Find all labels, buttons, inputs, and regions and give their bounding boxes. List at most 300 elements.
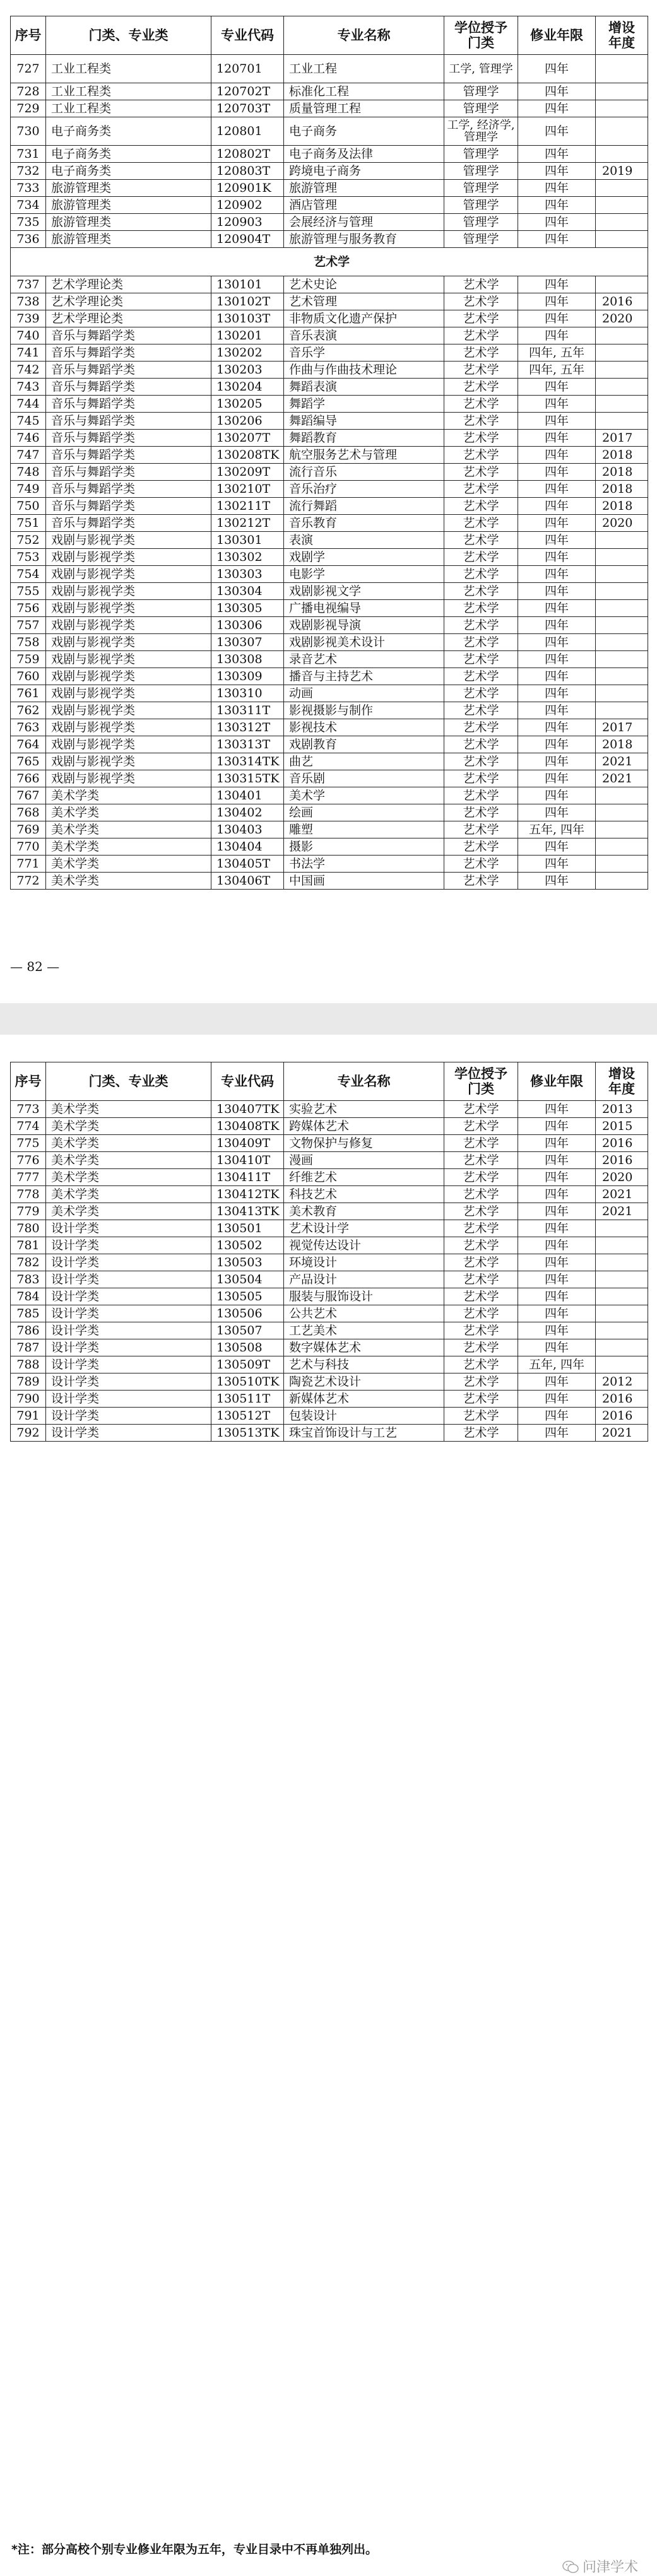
table-row <box>11 1135 648 1152</box>
cell-year <box>596 413 648 430</box>
cell-code: 130304 <box>211 583 284 600</box>
cell-degree: 艺术学 <box>444 634 518 651</box>
table-row <box>11 549 648 566</box>
cell-no: 758 <box>11 634 46 651</box>
header-duration: 修业年限 <box>518 16 596 55</box>
cell-duration: 四年 <box>518 83 596 100</box>
table-row <box>11 344 648 362</box>
cell-degree: 艺术学 <box>444 1339 518 1356</box>
cell-category: 美术学类 <box>46 1186 211 1203</box>
table-row <box>11 117 648 146</box>
cell-category: 设计学类 <box>46 1271 211 1288</box>
table-row <box>11 327 648 344</box>
cell-year: 2020 <box>596 515 648 532</box>
cell-duration: 四年 <box>518 702 596 719</box>
page-number: — 82 — <box>10 959 60 974</box>
cell-degree: 艺术学 <box>444 702 518 719</box>
majors-table-page-82 <box>10 16 648 890</box>
cell-year: 2018 <box>596 498 648 515</box>
cell-degree: 艺术学 <box>444 310 518 327</box>
cell-duration: 四年 <box>518 1373 596 1391</box>
cell-degree: 艺术学 <box>444 787 518 804</box>
cell-year <box>596 617 648 634</box>
cell-no: 727 <box>11 55 46 83</box>
cell-name: 艺术与科技 <box>284 1356 444 1373</box>
cell-degree: 艺术学 <box>444 447 518 464</box>
cell-name: 音乐学 <box>284 344 444 362</box>
table-row <box>11 1305 648 1322</box>
cell-category: 戏剧与影视学类 <box>46 702 211 719</box>
cell-category: 设计学类 <box>46 1373 211 1391</box>
cell-duration: 四年 <box>518 1254 596 1271</box>
cell-no: 757 <box>11 617 46 634</box>
cell-name: 艺术史论 <box>284 276 444 293</box>
cell-duration: 四年 <box>518 379 596 396</box>
cell-category: 音乐与舞蹈学类 <box>46 396 211 413</box>
cell-year: 2016 <box>596 1408 648 1425</box>
cell-degree: 艺术学 <box>444 719 518 736</box>
cell-year: 2021 <box>596 1425 648 1442</box>
cell-code: 130311T <box>211 702 284 719</box>
table-row <box>11 532 648 549</box>
cell-degree: 艺术学 <box>444 804 518 821</box>
table-row <box>11 231 648 248</box>
cell-no: 739 <box>11 310 46 327</box>
cell-code: 120801 <box>211 117 284 146</box>
table-row <box>11 1169 648 1186</box>
cell-duration: 四年 <box>518 549 596 566</box>
table-row <box>11 396 648 413</box>
cell-duration: 四年 <box>518 276 596 293</box>
cell-degree: 艺术学 <box>444 600 518 617</box>
cell-code: 120901K <box>211 180 284 197</box>
cell-duration: 四年 <box>518 1152 596 1169</box>
cell-category: 戏剧与影视学类 <box>46 583 211 600</box>
cell-category: 设计学类 <box>46 1237 211 1254</box>
cell-duration: 四年 <box>518 1391 596 1408</box>
cell-name: 陶瓷艺术设计 <box>284 1373 444 1391</box>
cell-name: 戏剧影视文学 <box>284 583 444 600</box>
cell-year <box>596 1288 648 1305</box>
cell-name: 播音与主持艺术 <box>284 668 444 685</box>
cell-category: 工业工程类 <box>46 100 211 117</box>
cell-name: 航空服务艺术与管理 <box>284 447 444 464</box>
cell-category: 设计学类 <box>46 1339 211 1356</box>
cell-year <box>596 1237 648 1254</box>
cell-no: 779 <box>11 1203 46 1220</box>
cell-degree: 艺术学 <box>444 464 518 481</box>
cell-degree: 艺术学 <box>444 821 518 838</box>
cell-category: 戏剧与影视学类 <box>46 532 211 549</box>
cell-year: 2016 <box>596 1391 648 1408</box>
cell-no: 732 <box>11 163 46 180</box>
cell-code: 130407TK <box>211 1101 284 1118</box>
cell-code: 130201 <box>211 327 284 344</box>
wechat-icon <box>562 2560 579 2574</box>
cell-degree: 艺术学 <box>444 736 518 753</box>
cell-year: 2018 <box>596 481 648 498</box>
cell-no: 780 <box>11 1220 46 1237</box>
header-category: 门类、专业类 <box>46 1062 211 1101</box>
cell-degree: 管理学 <box>444 163 518 180</box>
cell-duration: 四年 <box>518 753 596 770</box>
cell-no: 733 <box>11 180 46 197</box>
table-row <box>11 55 648 83</box>
cell-no: 745 <box>11 413 46 430</box>
cell-year <box>596 856 648 873</box>
cell-no: 786 <box>11 1322 46 1339</box>
section-title: 艺术学 <box>11 248 648 276</box>
cell-name: 视觉传达设计 <box>284 1237 444 1254</box>
cell-code: 120903 <box>211 214 284 231</box>
cell-duration: 四年 <box>518 685 596 702</box>
cell-duration: 四年 <box>518 1288 596 1305</box>
cell-category: 艺术学理论类 <box>46 310 211 327</box>
cell-no: 734 <box>11 197 46 214</box>
cell-year <box>596 344 648 362</box>
header-no: 序号 <box>11 1062 46 1101</box>
cell-year: 2021 <box>596 770 648 787</box>
cell-code: 130413TK <box>211 1203 284 1220</box>
cell-no: 781 <box>11 1237 46 1254</box>
table-row <box>11 83 648 100</box>
cell-duration: 五年, 四年 <box>518 821 596 838</box>
cell-name: 产品设计 <box>284 1271 444 1288</box>
cell-duration: 四年 <box>518 1220 596 1237</box>
cell-degree: 艺术学 <box>444 1305 518 1322</box>
watermark-text: 问津学术 <box>582 2560 638 2575</box>
cell-duration: 四年 <box>518 163 596 180</box>
cell-degree: 管理学 <box>444 180 518 197</box>
cell-degree: 艺术学 <box>444 1408 518 1425</box>
cell-no: 755 <box>11 583 46 600</box>
cell-category: 音乐与舞蹈学类 <box>46 481 211 498</box>
cell-category: 戏剧与影视学类 <box>46 736 211 753</box>
table-row <box>11 481 648 498</box>
section-row <box>11 248 648 276</box>
cell-code: 130211T <box>211 498 284 515</box>
cell-duration: 四年 <box>518 804 596 821</box>
cell-duration: 四年 <box>518 1305 596 1322</box>
cell-duration: 四年 <box>518 873 596 890</box>
cell-name: 质量管理工程 <box>284 100 444 117</box>
cell-duration: 四年, 五年 <box>518 362 596 379</box>
cell-duration: 四年 <box>518 600 596 617</box>
cell-code: 130513TK <box>211 1425 284 1442</box>
cell-duration: 四年, 五年 <box>518 344 596 362</box>
cell-no: 769 <box>11 821 46 838</box>
table-row <box>11 1101 648 1118</box>
cell-no: 788 <box>11 1356 46 1373</box>
table-row <box>11 1339 648 1356</box>
cell-code: 130509T <box>211 1356 284 1373</box>
cell-year: 2017 <box>596 430 648 447</box>
cell-name: 旅游管理 <box>284 180 444 197</box>
cell-no: 730 <box>11 117 46 146</box>
cell-category: 美术学类 <box>46 1152 211 1169</box>
cell-degree: 艺术学 <box>444 838 518 856</box>
cell-duration: 四年 <box>518 310 596 327</box>
table-row <box>11 719 648 736</box>
cell-year <box>596 1271 648 1288</box>
cell-year <box>596 651 648 668</box>
cell-degree: 艺术学 <box>444 1203 518 1220</box>
cell-year <box>596 100 648 117</box>
cell-code: 130511T <box>211 1391 284 1408</box>
cell-category: 设计学类 <box>46 1305 211 1322</box>
cell-duration: 四年 <box>518 1271 596 1288</box>
cell-category: 美术学类 <box>46 1203 211 1220</box>
cell-degree: 艺术学 <box>444 1356 518 1373</box>
cell-name: 电子商务及法律 <box>284 146 444 163</box>
table-row <box>11 515 648 532</box>
cell-category: 旅游管理类 <box>46 214 211 231</box>
cell-degree: 艺术学 <box>444 396 518 413</box>
cell-code: 130303 <box>211 566 284 583</box>
cell-no: 787 <box>11 1339 46 1356</box>
cell-name: 戏剧学 <box>284 549 444 566</box>
cell-degree: 艺术学 <box>444 1135 518 1152</box>
table-row <box>11 1322 648 1339</box>
cell-duration: 四年 <box>518 1322 596 1339</box>
cell-degree: 艺术学 <box>444 293 518 310</box>
table-row <box>11 821 648 838</box>
cell-duration: 四年 <box>518 634 596 651</box>
cell-duration: 四年 <box>518 55 596 83</box>
header-degree: 学位授予门类 <box>444 16 518 55</box>
cell-category: 戏剧与影视学类 <box>46 651 211 668</box>
cell-code: 130512T <box>211 1408 284 1425</box>
table-row <box>11 310 648 327</box>
cell-no: 790 <box>11 1391 46 1408</box>
table-row <box>11 1356 648 1373</box>
cell-duration: 四年 <box>518 770 596 787</box>
cell-name: 艺术设计学 <box>284 1220 444 1237</box>
cell-code: 130301 <box>211 532 284 549</box>
header-year: 增设年度 <box>596 1062 648 1101</box>
cell-name: 戏剧影视导演 <box>284 617 444 634</box>
cell-category: 戏剧与影视学类 <box>46 719 211 736</box>
cell-degree: 艺术学 <box>444 1101 518 1118</box>
cell-year: 2015 <box>596 1118 648 1135</box>
cell-year <box>596 634 648 651</box>
cell-no: 768 <box>11 804 46 821</box>
cell-year <box>596 276 648 293</box>
cell-code: 120803T <box>211 163 284 180</box>
cell-category: 戏剧与影视学类 <box>46 634 211 651</box>
cell-category: 艺术学理论类 <box>46 293 211 310</box>
cell-code: 120703T <box>211 100 284 117</box>
cell-year <box>596 1254 648 1271</box>
cell-year <box>596 1220 648 1237</box>
cell-duration: 四年 <box>518 180 596 197</box>
cell-code: 130314TK <box>211 753 284 770</box>
cell-duration: 四年 <box>518 719 596 736</box>
cell-no: 761 <box>11 685 46 702</box>
table-row <box>11 293 648 310</box>
cell-no: 738 <box>11 293 46 310</box>
document-page-82 <box>0 0 657 1003</box>
cell-year <box>596 838 648 856</box>
cell-code: 130404 <box>211 838 284 856</box>
cell-category: 美术学类 <box>46 873 211 890</box>
cell-degree: 艺术学 <box>444 549 518 566</box>
cell-name: 摄影 <box>284 838 444 856</box>
cell-degree: 艺术学 <box>444 327 518 344</box>
cell-year <box>596 1322 648 1339</box>
cell-name: 科技艺术 <box>284 1186 444 1203</box>
cell-category: 戏剧与影视学类 <box>46 549 211 566</box>
table-body-arts <box>11 276 648 890</box>
cell-duration: 四年 <box>518 464 596 481</box>
cell-category: 戏剧与影视学类 <box>46 770 211 787</box>
majors-table-page-83 <box>10 1062 648 1442</box>
cell-no: 746 <box>11 430 46 447</box>
cell-code: 130312T <box>211 719 284 736</box>
cell-duration: 四年 <box>518 1237 596 1254</box>
cell-category: 美术学类 <box>46 1135 211 1152</box>
cell-year <box>596 1305 648 1322</box>
cell-duration: 四年 <box>518 1408 596 1425</box>
cell-name: 舞蹈教育 <box>284 430 444 447</box>
cell-category: 音乐与舞蹈学类 <box>46 464 211 481</box>
cell-no: 782 <box>11 1254 46 1271</box>
cell-year <box>596 214 648 231</box>
table-row <box>11 804 648 821</box>
cell-code: 130315TK <box>211 770 284 787</box>
table-row <box>11 1271 648 1288</box>
cell-code: 130202 <box>211 344 284 362</box>
cell-degree: 管理学 <box>444 83 518 100</box>
cell-name: 包装设计 <box>284 1408 444 1425</box>
cell-duration: 四年 <box>518 117 596 146</box>
cell-name: 舞蹈学 <box>284 396 444 413</box>
table-row <box>11 753 648 770</box>
table-row <box>11 214 648 231</box>
cell-name: 书法学 <box>284 856 444 873</box>
cell-code: 130204 <box>211 379 284 396</box>
cell-no: 765 <box>11 753 46 770</box>
cell-year <box>596 55 648 83</box>
cell-code: 130507 <box>211 1322 284 1339</box>
header-degree: 学位授予门类 <box>444 1062 518 1101</box>
table-row <box>11 197 648 214</box>
cell-degree: 艺术学 <box>444 1152 518 1169</box>
cell-year: 2016 <box>596 293 648 310</box>
table-row <box>11 180 648 197</box>
cell-year: 2012 <box>596 1373 648 1391</box>
cell-duration: 四年 <box>518 787 596 804</box>
cell-year <box>596 231 648 248</box>
cell-code: 130208TK <box>211 447 284 464</box>
cell-year: 2019 <box>596 163 648 180</box>
cell-name: 影视摄影与制作 <box>284 702 444 719</box>
cell-name: 美术教育 <box>284 1203 444 1220</box>
cell-no: 756 <box>11 600 46 617</box>
cell-no: 789 <box>11 1373 46 1391</box>
cell-duration: 四年 <box>518 1101 596 1118</box>
cell-name: 音乐教育 <box>284 515 444 532</box>
cell-code: 130210T <box>211 481 284 498</box>
cell-duration: 四年 <box>518 736 596 753</box>
cell-category: 音乐与舞蹈学类 <box>46 447 211 464</box>
cell-name: 中国画 <box>284 873 444 890</box>
cell-no: 770 <box>11 838 46 856</box>
cell-category: 美术学类 <box>46 1118 211 1135</box>
table-row <box>11 1288 648 1305</box>
cell-year: 2018 <box>596 736 648 753</box>
table-row <box>11 276 648 293</box>
cell-name: 环境设计 <box>284 1254 444 1271</box>
document-page-83 <box>0 1035 657 2575</box>
cell-duration: 四年 <box>518 1169 596 1186</box>
cell-name: 音乐治疗 <box>284 481 444 498</box>
cell-no: 729 <box>11 100 46 117</box>
cell-duration: 四年 <box>518 447 596 464</box>
header-year: 增设年度 <box>596 16 648 55</box>
cell-duration: 四年 <box>518 231 596 248</box>
cell-name: 漫画 <box>284 1152 444 1169</box>
watermark <box>562 2556 638 2576</box>
cell-category: 设计学类 <box>46 1356 211 1373</box>
cell-year: 2016 <box>596 1152 648 1169</box>
table-row <box>11 1118 648 1135</box>
cell-degree: 艺术学 <box>444 413 518 430</box>
cell-code: 130409T <box>211 1135 284 1152</box>
cell-degree: 艺术学 <box>444 1169 518 1186</box>
cell-year <box>596 83 648 100</box>
cell-duration: 四年 <box>518 1186 596 1203</box>
table-row <box>11 668 648 685</box>
table-row <box>11 702 648 719</box>
table-row <box>11 634 648 651</box>
cell-no: 759 <box>11 651 46 668</box>
cell-duration: 四年 <box>518 197 596 214</box>
cell-no: 784 <box>11 1288 46 1305</box>
table-row <box>11 379 648 396</box>
cell-duration: 四年 <box>518 214 596 231</box>
cell-category: 美术学类 <box>46 821 211 838</box>
cell-code: 130203 <box>211 362 284 379</box>
cell-duration: 四年 <box>518 1339 596 1356</box>
cell-code: 130103T <box>211 310 284 327</box>
table-row <box>11 873 648 890</box>
cell-degree: 艺术学 <box>444 430 518 447</box>
table-header <box>11 1062 648 1101</box>
cell-name: 纤维艺术 <box>284 1169 444 1186</box>
cell-duration: 四年 <box>518 498 596 515</box>
cell-category: 音乐与舞蹈学类 <box>46 430 211 447</box>
table-row <box>11 1186 648 1203</box>
table-row <box>11 787 648 804</box>
cell-year <box>596 787 648 804</box>
cell-year: 2018 <box>596 447 648 464</box>
cell-year <box>596 197 648 214</box>
cell-no: 767 <box>11 787 46 804</box>
cell-degree: 艺术学 <box>444 481 518 498</box>
cell-category: 音乐与舞蹈学类 <box>46 515 211 532</box>
cell-degree: 艺术学 <box>444 1391 518 1408</box>
cell-name: 服装与服饰设计 <box>284 1288 444 1305</box>
cell-degree: 艺术学 <box>444 873 518 890</box>
cell-code: 130309 <box>211 668 284 685</box>
cell-no: 776 <box>11 1152 46 1169</box>
cell-degree: 艺术学 <box>444 362 518 379</box>
table-row <box>11 100 648 117</box>
cell-no: 742 <box>11 362 46 379</box>
cell-duration: 四年 <box>518 293 596 310</box>
cell-category: 戏剧与影视学类 <box>46 617 211 634</box>
